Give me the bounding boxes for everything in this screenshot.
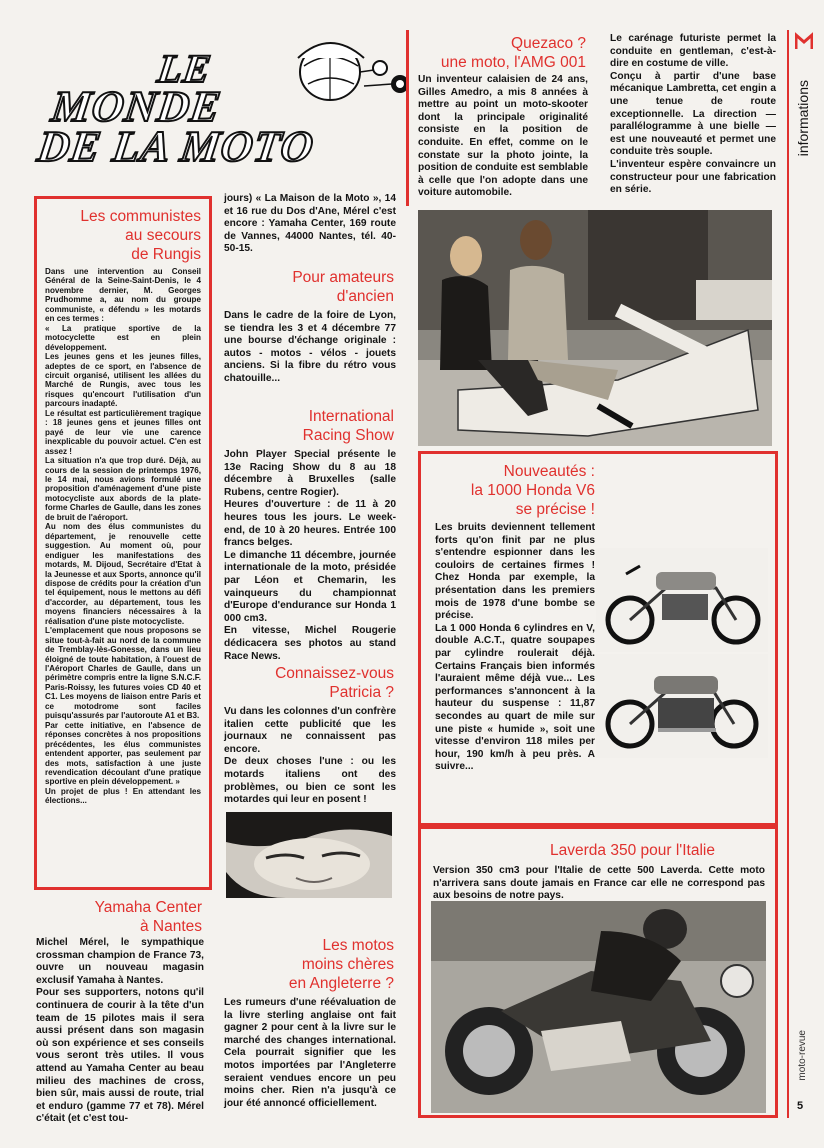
title-line: Laverda 350 pour l'Italie <box>550 842 715 859</box>
laverda-photo <box>431 901 766 1113</box>
magazine-name: moto-revue <box>797 1030 808 1081</box>
article-honda-body: Les bruits deviennent tellement forts qu'on finit par ne plus s'entendre espionner dans les couloirs de certaines firmes ! Chez Honda par exemple, la présentation dans les premiers mois de 1978 d'une bombe se précise. La 1 000 Honda 6 cylindres en V, double A.C.T., quatre soupapes par cylindre roulerait déjà. Certains Français bien informés l'auraient même déjà vue... Les performances s'annoncent à la hauteur du suspense : 11,87 secondes au quart de mile sur une piste « humide », soit une vitesse d'environ 118 miles per hour, 190 km/h à peu près. A suivre... <box>435 522 595 773</box>
helmet-globe-illustration <box>268 28 418 108</box>
article-angleterre-title <box>289 936 394 993</box>
title-line: la 1000 Honda V6 <box>470 482 595 499</box>
title-line: Connaissez-vous <box>275 665 394 682</box>
article-racing-body: John Player Special présente le 13e Racing Show du 8 au 18 décembre à Bruxelles (salle Rubens, centre Rogier). Heures d'ouverture : de 11 à 20 heures tous les jours. Le week-end, de 10 à 20 heures. Entrée 100 francs belges. Le dimanche 11 décembre, journée internationale de la moto, présidée par Léon et Chemarin, les vainqueurs du championnat d'Europe d'endurance sur Honda 1 000 cm3. En vitesse, Michel Rougerie dédicacera ses photos au stand Race News. <box>224 449 396 662</box>
article-yamaha-body: Michel Mérel, le sympathique crossman champion de France 73, ouvre un nouveau magasin exclusif Yamaha à Nantes. Pour ses supporters, notons qu'il continuera de courir à la tête d'un team de 15 pilotes mais il sera aussi présent dans son magasin où son expérience et ses conseils vous seront très utiles. Il vous attend au Yamaha Center au beau milieu des machines de cross, bien sûr, mais aussi de route, trial et enduro (gamme 77 et 78). Mérel c'était (et c'est tou- <box>36 937 204 1125</box>
title-line: Patricia ? <box>329 684 394 701</box>
m-logo-icon <box>795 32 813 50</box>
article-yamaha-continuation: jours) « La Maison de la Moto », 14 et 16 rue du Dos d'Ane, Mérel c'est encore : Yamaha Center, 169 route de Vannes, 44000 Nantes, tél. 40-50-15. <box>224 193 396 255</box>
patricia-photo <box>226 812 392 898</box>
article-patricia-title <box>275 664 394 702</box>
title-line: au secours <box>125 227 201 244</box>
magazine-m-logo <box>795 32 813 50</box>
article-laverda-body: Version 350 cm3 pour l'Italie de cette 500 Laverda. Cette moto n'arrivera sans doute jamais en France car elle ne correspond pas aux besoins de notre pays. <box>433 865 765 902</box>
article-communistes-box <box>34 196 212 890</box>
title-line: Pour amateurs <box>292 269 394 286</box>
honda-motorcycle-image <box>596 654 768 758</box>
article-quezaco-body2: Le carénage futuriste permet la conduite en gentleman, c'est-à-dire en costume de ville. Conçu à partir d'une base mécanique Lambretta, cet engin a une tenue de route exceptionnelle. La direction — parallélogramme à une bielle — est une nouveauté et permet une conduite très souple. L'inventeur espère convaincre un constructeur pour une fabrication en série. <box>610 33 776 196</box>
article-quezaco-body: Un inventeur calaisien de 24 ans, Gilles Amedro, a mis 8 années à mettre au point un moto-skooter dont la principale originalité consiste en la position de conduite. En effet, comme on le constate sur la photo jointe, la position de conduite est semblable à celle que l'on adopte dans une voiture automobile. <box>418 74 588 199</box>
title-line: Les motos <box>322 937 394 954</box>
title-line: Quezaco ? <box>511 35 586 52</box>
article-communistes-body: Dans une intervention au Conseil Général de la Seine-Saint-Denis, le 4 novembre dernier, M. Georges Prudhomme a, au nom du groupe communiste, « défendu » les motards en ces termes : « La pratique sportive de la motocyclette est en plein développement. Les jeunes gens et les jeunes filles, adeptes de ce sport, en l'absence de circuit organisé, utilisent les allées du Marché de Rungis, avec tous les risques qu'encourt l'utilisation d'un parcours inadapté. Le résultat est particulièrement tragique : 18 jeunes gens et jeunes filles ont payé de leur vie une carence inexplicable du pouvoir actuel. C'en est assez ! La situation n'a que trop duré. Déjà, au cours de la session de printemps 1976, le 14 mai, nous avions formulé une proposition d'aménagement d'une piste motocycliste aux abords de la plate-forme Charles de Gaulle, dans les zones de bruit de l'aéroport. Au nom des élus communistes du département, je renouvelle cette suggestion. Au moment où, pour endiguer les manifestations des motards, M. Dijoud, Secrétaire d'Etat à la Jeunesse et aux Sports, annonce qu'il dispose de crédits pour la création d'un tel équipement, nous le mettons au défi d'accorder, au département, tous les moyens financiers nécessaires à la réalisation d'une piste motocycliste. L'emplacement que nous proposons se situe tout-à-fait au nord de la commune de Tremblay-lès-Gonesse, dans un lieu éloigné de toute habitation, à l'ouest de l'Aéroport Charles de Gaulle, dans un périmètre compris entre la ligne S.N.C.F. Paris-Roissy, les futures voies CD 40 et C1. Les moyens de liaison entre Paris et ce motodrome sont faciles puisqu'assurés par l'autoroute A1 et B3. Par cette initiative, en l'absence de réponses concrètes à nos propositions précédentes, les élus communistes entendent apporter, pas seulement par des mots, satisfaction à une juste revendication découlant d'une pratique sportive en plein développement. » Un projet de plus ! En attendant les élections... <box>45 267 201 806</box>
right-edge-rule <box>787 30 789 1118</box>
title-line: à Nantes <box>139 918 202 935</box>
patricia-face-image <box>226 812 392 898</box>
masthead-line1: LE <box>154 46 215 91</box>
title-line: Les communistes <box>80 208 201 225</box>
article-laverda-box <box>418 826 778 1118</box>
article-honda-title <box>471 462 595 519</box>
title-line: Nouveautés : <box>503 463 595 480</box>
article-angleterre-body: Les rumeurs d'une réévaluation de la livre sterling anglaise ont fait gagner 2 pour cent à la livre sur le marché des changes international. Cela pourrait signifier que les motos importées par l'Angleterre seraient vendues encore un peu moins cher. Rien n'a jusqu'à ce jour été annoncé officiellement. <box>224 997 396 1109</box>
quezaco-divider <box>406 30 409 206</box>
article-communistes-title <box>80 207 201 264</box>
title-line: une moto, l'AMG 001 <box>440 54 586 71</box>
honda-motorcycle-image <box>596 548 768 652</box>
masthead-line3: DE LA MOTO <box>34 122 318 171</box>
article-laverda-title <box>550 841 715 860</box>
title-line: en Angleterre ? <box>288 975 394 992</box>
title-line: de Rungis <box>131 246 201 263</box>
honda-photo-2 <box>596 654 768 758</box>
title-line: Yamaha Center <box>94 899 202 916</box>
title-line: Racing Show <box>302 427 394 444</box>
article-quezaco-title <box>441 34 586 72</box>
article-amateurs-body: Dans le cadre de la foire de Lyon, se tiendra les 3 et 4 décembre 77 une bourse d'échange originale : autos - motos - vélos - jouets anciens. Si la fibre du rétro vous chatouille... <box>224 310 396 384</box>
article-patricia-body: Vu dans les colonnes d'un confrère italien cette publicité que les journaux ne connaissent pas encore. De deux choses l'une : ou les motards italiens ont des problèmes, ou bien ce sont les motardes qui leur en posent ! <box>224 706 396 806</box>
article-yamaha-title <box>95 898 202 936</box>
title-line: moins chères <box>301 956 394 973</box>
article-honda-box <box>418 451 778 826</box>
article-racing-title <box>303 407 394 445</box>
honda-photo-1 <box>596 548 768 652</box>
laverda-racing-image <box>431 901 766 1113</box>
article-amateurs-title <box>292 268 394 306</box>
amg001-scooter-image <box>418 210 772 446</box>
section-label: informations <box>795 80 811 157</box>
title-line: International <box>308 408 394 425</box>
masthead-line2: MONDE <box>48 82 225 131</box>
title-line: d'ancien <box>336 288 394 305</box>
amg001-photo <box>418 210 772 446</box>
title-line: se précise ! <box>515 501 595 518</box>
masthead-logo <box>28 48 368 178</box>
page-number: 5 <box>797 1100 804 1112</box>
